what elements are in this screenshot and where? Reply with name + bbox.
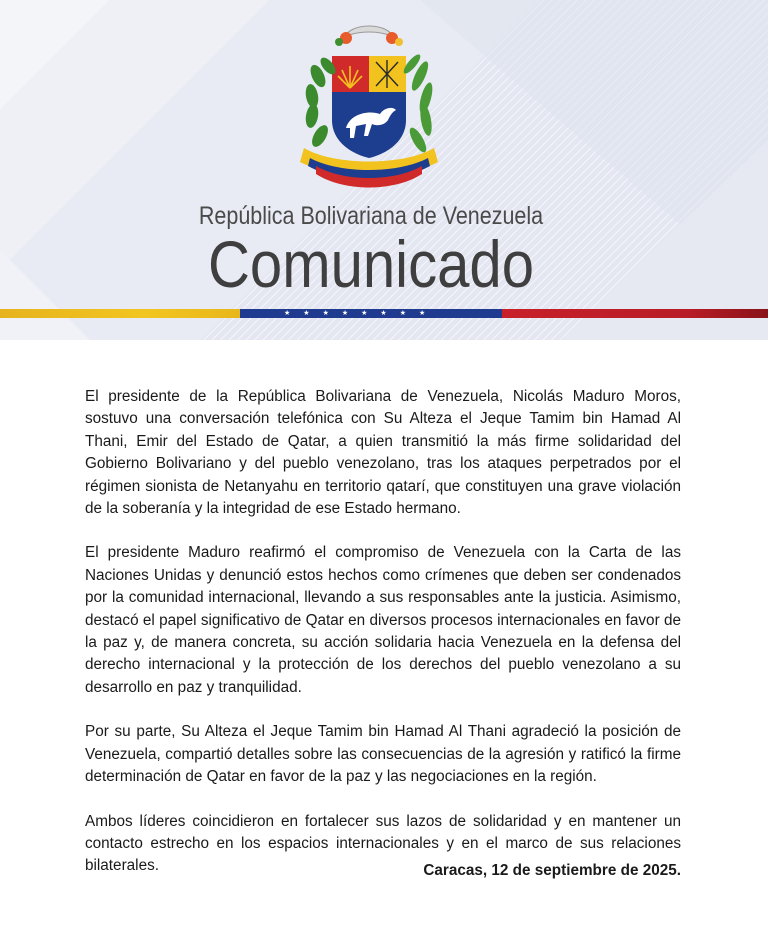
dateline: Caracas, 12 de septiembre de 2025. bbox=[423, 862, 681, 879]
flag-yellow-band bbox=[0, 309, 240, 318]
republic-heading: República Bolivariana de Venezuela bbox=[198, 202, 544, 230]
flag-stripe bbox=[0, 309, 768, 318]
paragraph: El presidente de la República Bolivariana de Venezuela, Nicolás Maduro Moros, sostuvo una conversación telefónica con Su Alteza el Jeque Tamim bin Hamad Al Thani, Emir del Estado de Qatar, a quien transmitió la más firme solidaridad del Gobierno Bolivariano y del pueblo venezolano, tras los ataques perpetrados por el régimen sionista de Netanyahu en territorio qatarí, que constituyen una grave violación de la soberanía y la integridad de ese Estado hermano. bbox=[85, 388, 681, 518]
header-banner bbox=[0, 0, 768, 340]
star-icon: ★ bbox=[418, 310, 426, 317]
star-icon: ★ bbox=[341, 310, 349, 317]
communique-body bbox=[85, 386, 681, 900]
coat-of-arms-icon bbox=[284, 16, 454, 196]
star-icon: ★ bbox=[380, 310, 387, 317]
flag-red-band bbox=[502, 309, 768, 318]
flag-blue-band bbox=[240, 309, 502, 318]
star-icon: ★ bbox=[322, 310, 329, 317]
page-title: Comunicado bbox=[207, 227, 535, 301]
star-icon: ★ bbox=[303, 310, 310, 317]
star-icon: ★ bbox=[284, 310, 291, 317]
star-icon: ★ bbox=[361, 310, 368, 317]
paragraph: Ambos líderes coincidieron en fortalecer sus lazos de solidaridad y en mantener un contacto estrecho en los espacios internacionales y en el marco de sus relaciones bilaterales. bbox=[85, 812, 681, 875]
stars-row bbox=[284, 309, 425, 318]
paragraph: El presidente Maduro reafirmó el compromiso de Venezuela con la Carta de las Naciones Unidas y denunció estos hechos como crímenes que deben ser condenados por la comunidad internacional, llevando a sus responsables ante la justicia. Asimismo, destacó el papel significativo de Qatar en diversos procesos internacionales en favor de la paz y, de manera concreta, su acción solidaria hacia Venezuela en la defensa del derecho internacional y la protección de los derechos del pueblo venezolano a su desarrollo en paz y tranquilidad. bbox=[85, 544, 681, 696]
star-icon: ★ bbox=[399, 310, 406, 317]
paragraph: Por su parte, Su Alteza el Jeque Tamim bin Hamad Al Thani agradeció la posición de Venezuela, compartió detalles sobre las consecuencias de la agresión y ratificó la firme determinación de Qatar en favor de la paz y las negociaciones en la región. bbox=[85, 723, 681, 786]
